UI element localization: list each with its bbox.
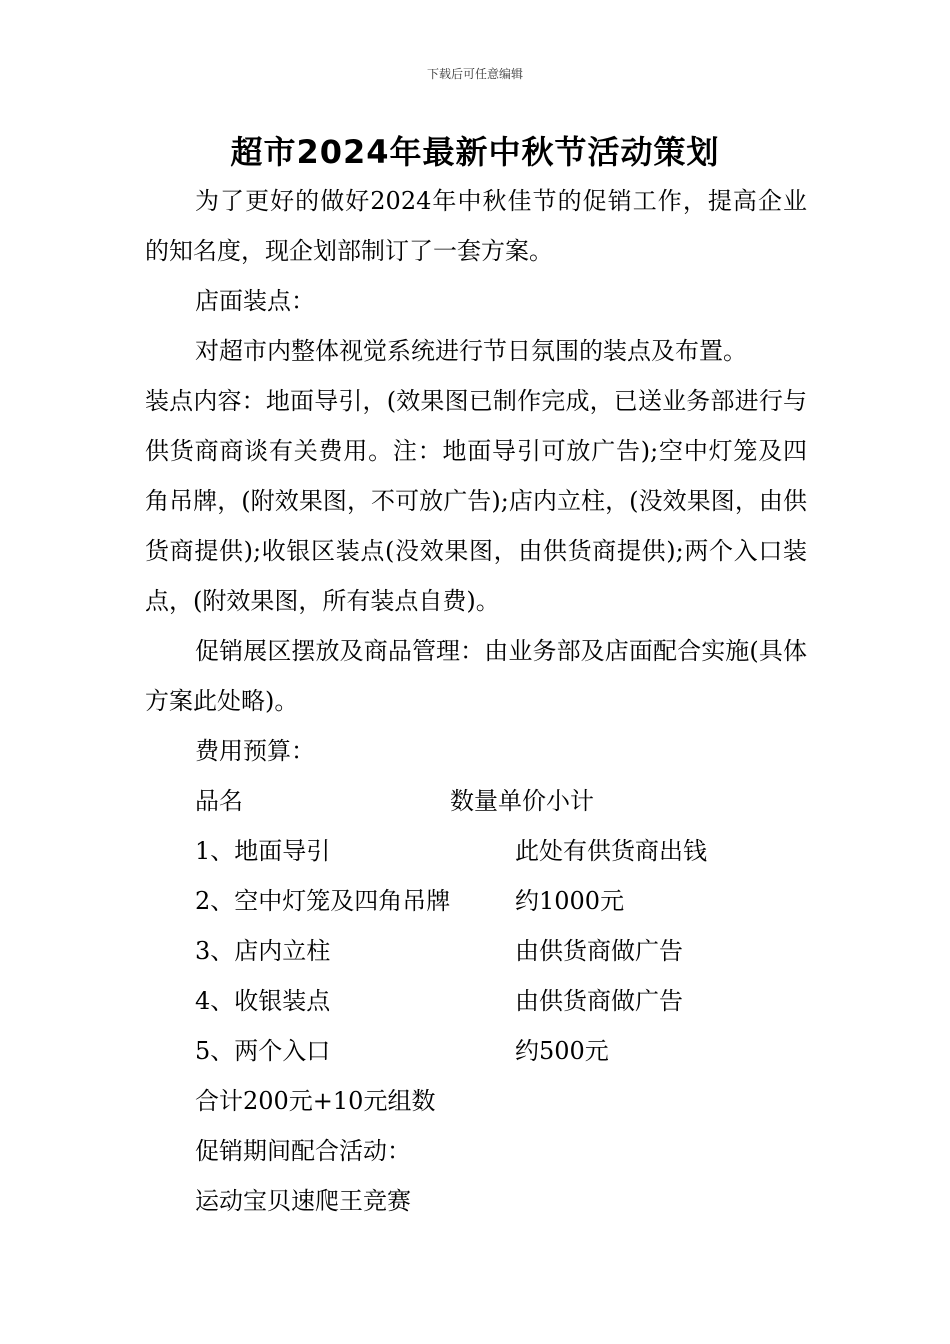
budget-row	[145, 1026, 807, 1076]
paragraph-decor-content: 装点内容：地面导引，(效果图已制作完成，已送业务部进行与供货商商谈有关费用。注：地面导引可放广告);空中灯笼及四角吊牌，(附效果图，不可放广告);店内立柱，(没效果图，由供货商提供);收银区装点(没效果图，由供货商提供);两个入口装点，(附效果图，所有装点自费)。	[145, 387, 807, 615]
budget-header-value: 数量单价小计	[450, 787, 594, 815]
budget-item-name: 3、店内立柱	[195, 937, 331, 965]
budget-item-value: 此处有供货商出钱	[515, 837, 707, 865]
paragraph-decor-body: 对超市内整体视觉系统进行节日氛围的装点及布置。	[195, 337, 747, 365]
paragraph-intro: 为了更好的做好2024年中秋佳节的促销工作，提高企业的知名度，现企划部制订了一套方案。	[145, 187, 807, 265]
budget-item-value: 约1000元	[515, 887, 625, 915]
heading-decor: 店面装点：	[195, 287, 315, 315]
header-note: 下载后可任意编辑	[426, 67, 523, 81]
budget-item-value: 由供货商做广告	[515, 987, 683, 1015]
budget-item-name: 5、两个入口	[195, 1037, 331, 1065]
budget-item-name: 4、收银装点	[195, 987, 331, 1015]
activity-item: 运动宝贝速爬王竞赛	[195, 1187, 411, 1215]
heading-activities: 促销期间配合活动：	[195, 1137, 411, 1165]
budget-header-name: 品名	[195, 787, 243, 815]
budget-row	[145, 826, 807, 876]
budget-item-name: 1、地面导引	[195, 837, 331, 865]
budget-row	[145, 976, 807, 1026]
page-title: 超市2024年最新中秋节活动策划	[230, 133, 720, 171]
budget-table	[145, 776, 807, 1076]
budget-header-row	[145, 776, 807, 826]
budget-total: 合计200元+10元组数	[195, 1087, 436, 1115]
budget-row	[145, 876, 807, 926]
document-body	[145, 176, 807, 1226]
budget-item-value: 约500元	[515, 1037, 609, 1065]
budget-row	[145, 926, 807, 976]
budget-item-value: 由供货商做广告	[515, 937, 683, 965]
paragraph-promo-area: 促销展区摆放及商品管理：由业务部及店面配合实施(具体方案此处略)。	[145, 637, 807, 715]
budget-item-name: 2、空中灯笼及四角吊牌	[195, 887, 451, 915]
heading-budget: 费用预算：	[195, 737, 315, 765]
